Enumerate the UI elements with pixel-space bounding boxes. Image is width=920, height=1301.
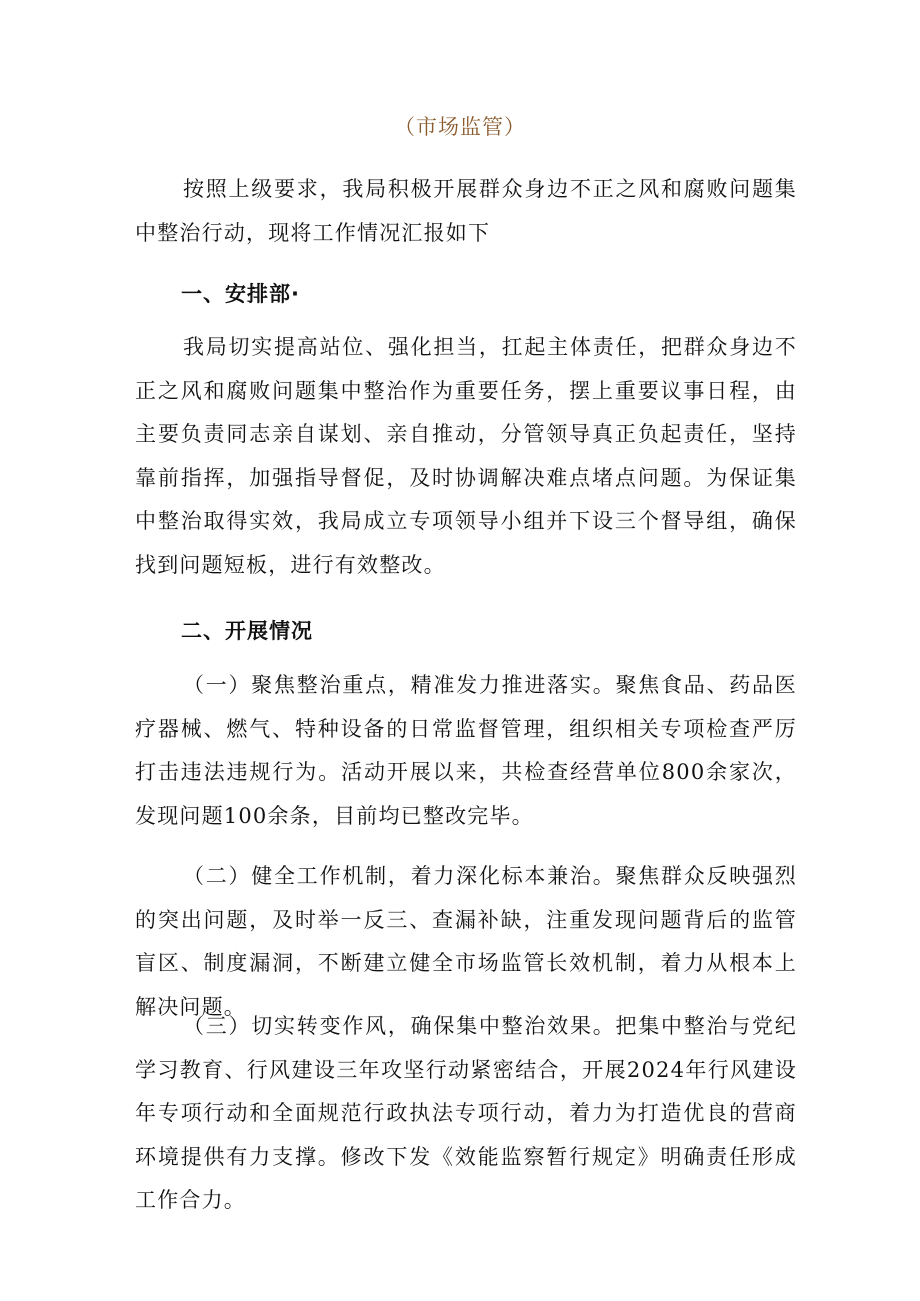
document-subtitle: （市场监管）	[394, 115, 526, 139]
section-1-paragraph: 我局切实提高站位、强化担当，扛起主体责任，把群众身边不正之风和腐败问题集中整治作为重要任务，摆上重要议事日程，由主要负责同志亲自谋划、亲自推动，分管领导真正负起责任，坚持靠前指挥，加强指导督促，及时协调解决难点堵点问题。为保证集中整治取得实效，我局成立专项领导小组并下设三个督导组，确保找到问题短板，进行有效整改。	[135, 335, 797, 577]
section-heading-arrangement: 一、安排部·	[181, 282, 300, 306]
section-2-paragraph-1: （一）聚焦整治重点，精准发力推进落实。聚焦食品、药品医疗器械、燃气、特种设备的日常监督管理，组织相关专项检查严厉打击违法违规行为。活动开展以来，共检查经营单位800余家次，发现问题100余条，目前均已整改完毕。	[135, 673, 797, 828]
section-heading-progress: 二、开展情况	[181, 619, 313, 643]
section-2-paragraph-2: （二）健全工作机制，着力深化标本兼治。聚焦群众反映强烈的突出问题，及时举一反三、查漏补缺，注重发现问题背后的监管盲区、制度漏洞，不断建立健全市场监管长效机制，着力从根本上解决问题。	[135, 864, 797, 1019]
intro-paragraph: 按照上级要求，我局积极开展群众身边不正之风和腐败问题集中整治行动，现将工作情况汇报如下	[135, 177, 797, 245]
section-2-paragraph-3: （三）切实转变作风，确保集中整治效果。把集中整治与党纪学习教育、行风建设三年攻坚行动紧密结合，开展2024年行风建设年专项行动和全面规范行政执法专项行动，着力为打造优良的营商环境提供有力支撑。修改下发《效能监察暂行规定》明确责任形成工作合力。	[135, 1014, 797, 1212]
